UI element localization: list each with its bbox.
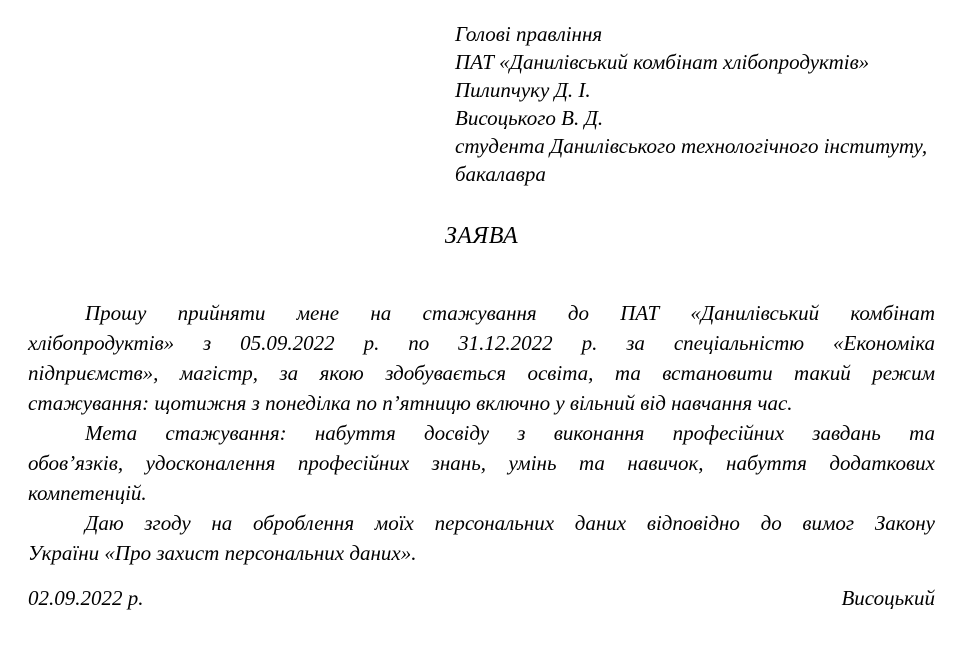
paragraph-request <box>28 298 935 418</box>
document-body <box>28 298 935 568</box>
text-line: бакалавра <box>455 162 546 186</box>
text-line: Висоцького В. Д. <box>455 106 604 130</box>
text-line: компетенцій. <box>28 481 147 505</box>
text-line: Голові правління <box>455 22 603 46</box>
text-line: стажування: щотижня з понеділка по п’ятницю включно у вільний від навчання час. <box>28 391 793 415</box>
text-line: Даю згоду на оброблення моїх персональних даних відповідно до вимог Закону <box>85 511 935 535</box>
text-line: Мета стажування: набуття досвіду з виконання професійних завдань та <box>85 421 935 445</box>
text-line: Прошу прийняти мене на стажування до ПАТ «Данилівський комбінат <box>85 301 935 325</box>
paragraph-consent <box>28 508 935 568</box>
text-line: ПАТ «Данилівський комбінат хлібопродуктів» <box>455 50 870 74</box>
text-line: Пилипчуку Д. І. <box>455 78 591 102</box>
text-line: обов’язків, удосконалення професійних знань, умінь та навичок, набуття додаткових <box>28 451 935 475</box>
text-line: хлібопродуктів» з 05.09.2022 р. по 31.12.2022 р. за спеціальністю «Економіка <box>28 331 935 355</box>
date-text: 02.09.2022 р. <box>28 586 144 610</box>
text-line: України «Про захист персональних даних». <box>28 541 417 565</box>
document-title: ЗАЯВА <box>444 223 519 249</box>
recipient-block <box>455 20 935 188</box>
paragraph-purpose <box>28 418 935 508</box>
footer <box>28 584 935 612</box>
signature-text: Висоцький <box>841 586 935 610</box>
text-line: підприємств», магістр, за якою здобувається освіта, та встановити такий режим <box>28 361 935 385</box>
text-line: студента Данилівського технологічного інституту, <box>455 134 928 158</box>
